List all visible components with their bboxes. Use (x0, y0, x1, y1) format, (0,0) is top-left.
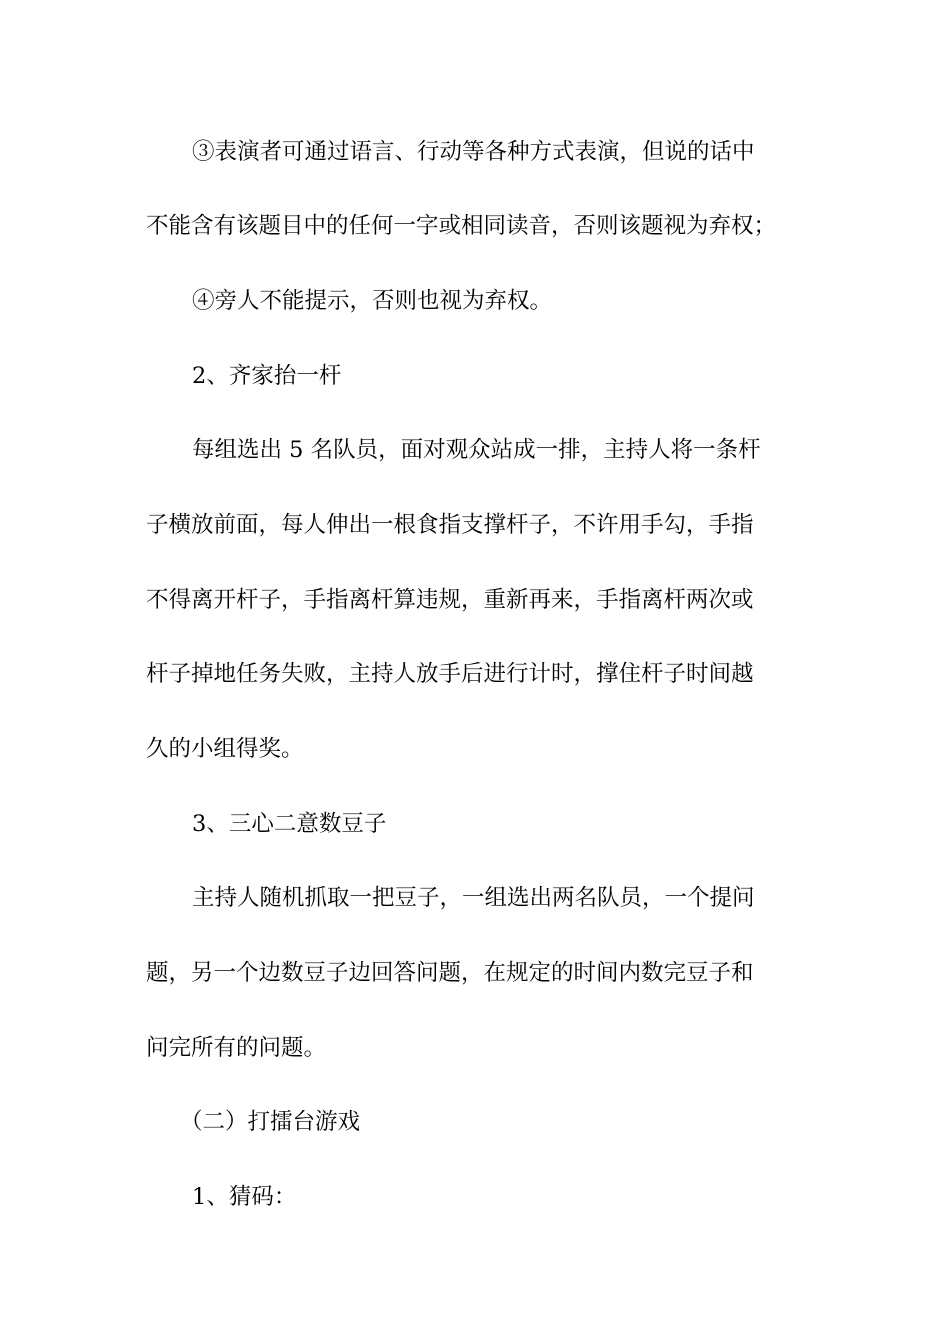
paragraph-line: 每组选出 5 名队员，面对观众站成一排，主持人将一条杆 (192, 437, 761, 463)
paragraph-line: 题，另一个边数豆子边回答问题，在规定的时间内数完豆子和 (146, 960, 754, 986)
paragraph-line: 久的小组得奖。 (146, 736, 304, 762)
paragraph-line: 不能含有该题目中的任何一字或相同读音，否则该题视为弃权； (146, 213, 777, 239)
paragraph-line: 不得离开杆子，手指离杆算违规，重新再来，手指离杆两次或 (146, 587, 754, 613)
section-heading: 1、猜码： (192, 1184, 297, 1210)
paragraph-line: ③表演者可通过语言、行动等各种方式表演，但说的话中 (192, 139, 755, 165)
section-heading: （二）打擂台游戏 (180, 1109, 361, 1135)
section-heading: 2、齐家抬一杆 (192, 363, 342, 389)
paragraph-line: 问完所有的问题。 (146, 1035, 327, 1061)
paragraph-line: 主持人随机抓取一把豆子，一组选出两名队员，一个提问 (192, 885, 755, 911)
section-heading: 3、三心二意数豆子 (192, 811, 387, 837)
paragraph-line: 杆子掉地任务失败，主持人放手后进行计时，撑住杆子时间越 (146, 661, 754, 687)
paragraph-line: 子横放前面，每人伸出一根食指支撑杆子，不许用手勾，手指 (146, 512, 754, 538)
paragraph-line: ④旁人不能提示，否则也视为弃权。 (192, 288, 553, 314)
